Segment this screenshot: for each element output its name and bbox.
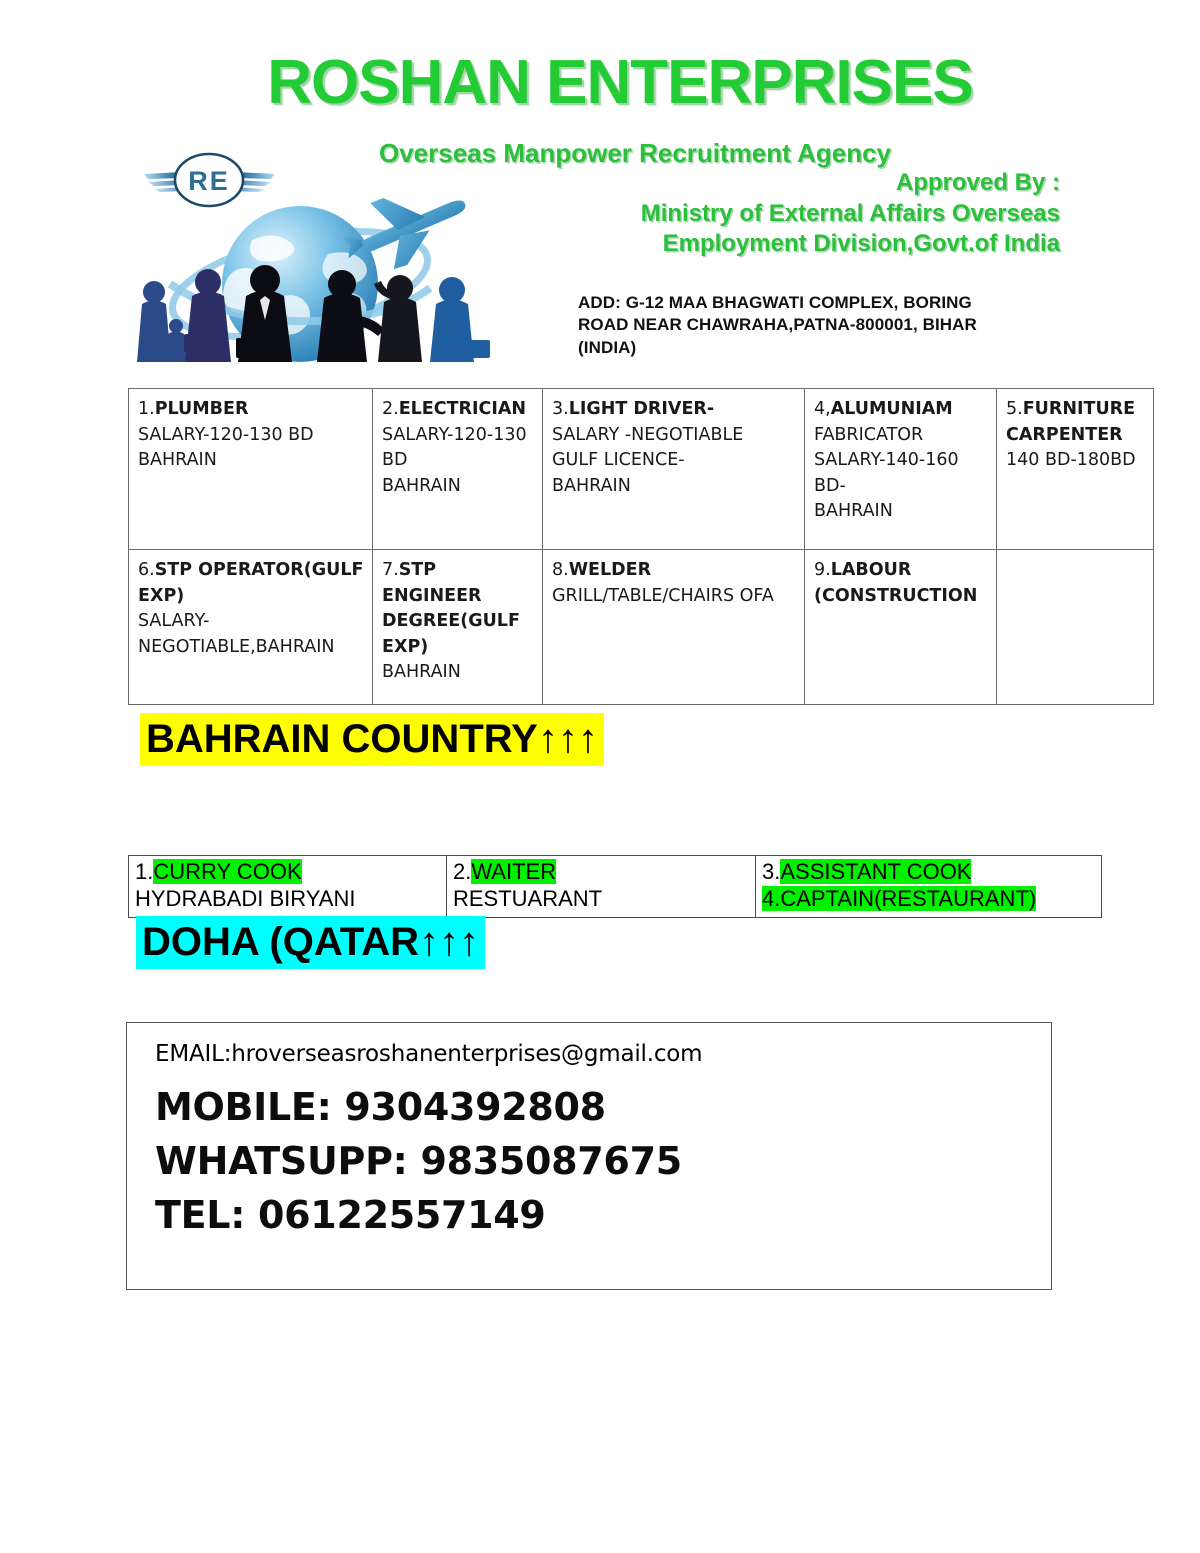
job-cell-2 [373, 389, 543, 550]
letterhead-header [0, 0, 1200, 375]
job-detail: BAHRAIN [138, 450, 217, 471]
approved-by-line1: Ministry of External Affairs Overseas [640, 199, 1060, 227]
job-title: FURNITURE CARPENTER [1006, 399, 1136, 445]
job-title: WELDER [568, 560, 652, 580]
bahrain-country-banner: BAHRAIN COUNTRY↑↑↑ [140, 713, 604, 766]
job-number: 6. [138, 560, 155, 580]
job-cell-8 [543, 550, 805, 705]
job-detail: SALARY-120-130 BD [382, 424, 527, 471]
contact-mobile[interactable]: MOBILE: 9304392808 [155, 1085, 606, 1129]
bahrain-jobs-table [128, 388, 1154, 705]
address-line-3: (INDIA) [578, 337, 637, 357]
doha-qatar-banner: DOHA (QATAR↑↑↑ [136, 916, 485, 969]
job-detail: BAHRAIN [814, 501, 893, 522]
job-title: LIGHT DRIVER- [568, 399, 715, 419]
table-row [129, 389, 1154, 550]
address-line-1: ADD: G-12 MAA BHAGWATI COMPLEX, BORING [578, 293, 972, 312]
job-cell-4 [805, 389, 997, 550]
job-cell-5 [997, 389, 1154, 550]
address-line-2: ROAD NEAR CHAWRAHA,PATNA-800001, BIHAR [578, 315, 977, 335]
job-number: 8. [552, 560, 569, 580]
qatar-jobs-table [128, 855, 1102, 918]
qatar-job-line [762, 859, 1097, 886]
job-detail: SALARY-120-130 BD [138, 424, 314, 445]
qatar-cell-3 [756, 856, 1102, 918]
job-cell-empty [997, 550, 1154, 705]
job-detail: RESTUARANT [453, 885, 603, 911]
job-number: 7. [382, 560, 399, 580]
contact-telephone[interactable]: TEL: 06122557149 [155, 1192, 546, 1237]
job-title: LABOUR (CONSTRUCTION [814, 560, 978, 606]
qatar-job-line [453, 859, 751, 886]
job-number: 3. [762, 859, 781, 884]
job-detail: BAHRAIN [382, 662, 461, 683]
job-detail: BAHRAIN [552, 475, 631, 496]
job-title-2: 4.CAPTAIN(RESTAURANT) [762, 885, 1037, 911]
approved-by-block [500, 168, 1060, 260]
job-detail: GULF LICENCE- [552, 450, 685, 471]
job-cell-7 [373, 550, 543, 705]
job-cell-9 [805, 550, 997, 705]
page-title: ROSHAN ENTERPRISES [267, 48, 973, 117]
qatar-job-line-2 [762, 886, 1097, 913]
job-cell-6 [129, 550, 373, 705]
job-title: ASSISTANT COOK [780, 859, 972, 884]
job-title: ALUMUNIAM [830, 399, 953, 419]
approved-by-line2: Employment Division,Govt.of India [662, 230, 1060, 258]
job-number: 4, [814, 399, 831, 419]
job-detail: GRILL/TABLE/CHAIRS OFA [552, 585, 774, 606]
company-tagline: Overseas Manpower Recruitment Agency [379, 138, 891, 168]
job-number: 9. [814, 560, 831, 580]
contact-whatsapp[interactable]: WHATSUPP: 9835087675 [155, 1138, 682, 1183]
address-block [578, 292, 977, 359]
job-cell-3 [543, 389, 805, 550]
job-number: 5. [1006, 399, 1023, 419]
job-number: 2. [453, 859, 472, 884]
job-title: ELECTRICIAN [398, 399, 527, 419]
globe-travel-illustration [132, 188, 532, 370]
job-number: 2. [382, 399, 399, 419]
qatar-cell-1 [129, 856, 447, 918]
approved-by-label: Approved By : [895, 169, 1060, 196]
brand-graphic [132, 148, 532, 370]
job-number: 1. [135, 859, 154, 884]
contact-box [126, 1022, 1052, 1290]
table-row [129, 550, 1154, 705]
qatar-job-line [135, 859, 442, 886]
job-detail: BAHRAIN [382, 475, 461, 496]
job-detail: 140 BD-180BD [1006, 450, 1136, 471]
table-row [129, 856, 1102, 918]
job-detail: HYDRABADI BIRYANI [135, 885, 356, 911]
job-title: STP OPERATOR(GULF EXP) [138, 560, 364, 606]
job-number: 3. [552, 399, 569, 419]
job-detail: FABRICATOR [814, 424, 924, 445]
qatar-cell-2 [447, 856, 756, 918]
job-title: CURRY COOK [153, 859, 302, 884]
svg-text:RE: RE [188, 166, 230, 196]
job-cell-1 [129, 389, 373, 550]
contact-email[interactable]: EMAIL:hroverseasroshanenterprises@gmail.com [155, 1041, 703, 1067]
job-detail: SALARY-NEGOTIABLE,BAHRAIN [138, 611, 335, 657]
job-title: WAITER [471, 859, 557, 884]
job-detail: SALARY-140-160 BD- [814, 450, 959, 496]
job-detail: SALARY -NEGOTIABLE [552, 424, 744, 445]
job-number: 1. [138, 399, 155, 419]
job-title: STP ENGINEER DEGREE(GULF EXP) [382, 560, 520, 657]
job-title: PLUMBER [154, 399, 249, 419]
